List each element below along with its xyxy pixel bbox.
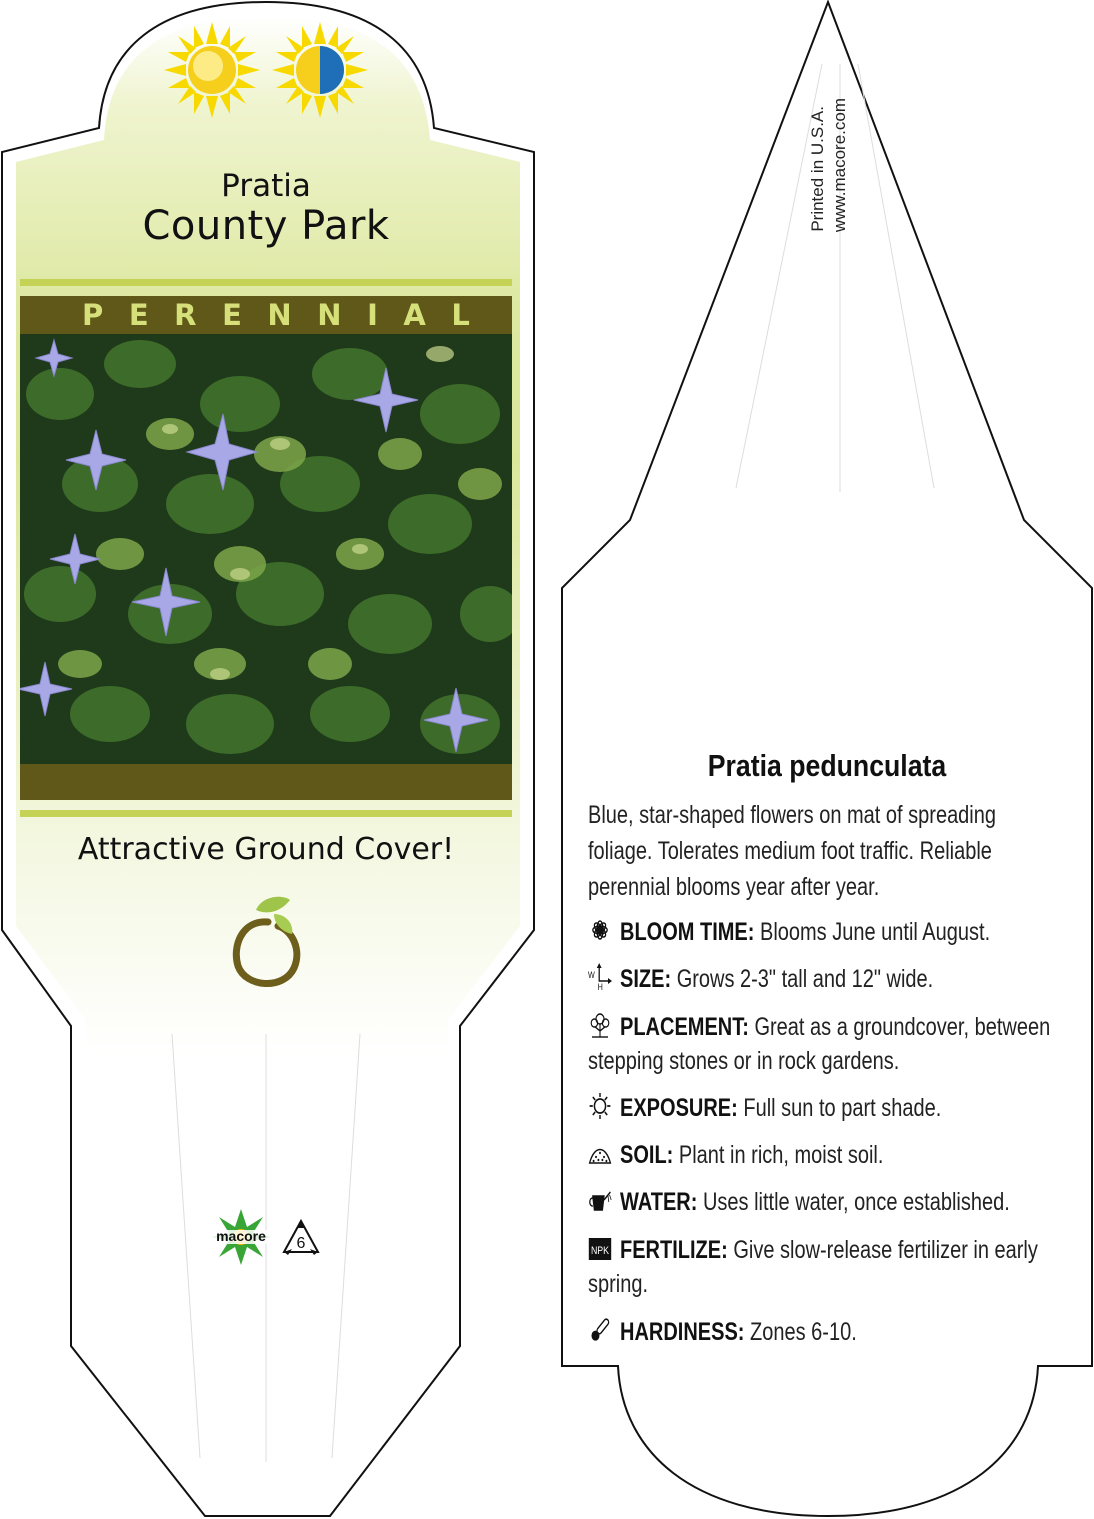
attr-hardiness (588, 1315, 1060, 1349)
category-letter: E (128, 298, 149, 332)
recycle-code: 6 (296, 1235, 306, 1252)
category-letter: P (82, 298, 104, 332)
attr-soil (588, 1138, 1060, 1172)
plant-genus: Pratia (221, 168, 311, 204)
category-letter: N (317, 298, 342, 332)
attr-value: Give slow-release fertilizer in early spring. (588, 1236, 1038, 1298)
attr-value: Grows 2-3" tall and 12" wide. (676, 965, 934, 993)
printed-info (808, 62, 868, 232)
macore-logo-text: macore (216, 1228, 266, 1244)
attr-fertilize (588, 1233, 1060, 1301)
size-icon-w: W (588, 970, 595, 981)
attr-water (588, 1185, 1060, 1219)
plant-cultivar: County Park (142, 203, 390, 249)
scientific-name: Pratia pedunculata (707, 748, 947, 783)
attr-value: Blooms June until August. (759, 918, 991, 946)
attr-label: HARDINESS: (620, 1318, 745, 1346)
attr-value: Plant in rich, moist soil. (678, 1141, 884, 1169)
npk-text: NPK (590, 1245, 610, 1258)
sun-outline-icon (588, 1092, 620, 1118)
attr-label: SOIL: (620, 1141, 674, 1169)
attr-value: Great as a groundcover, between stepping stones or in rock gardens. (588, 1013, 1051, 1075)
category-letter: E (222, 298, 242, 332)
thermometer-icon (588, 1316, 620, 1342)
placement-icon (588, 1011, 620, 1037)
attr-value: Uses little water, once established. (702, 1188, 1010, 1216)
flower-icon (588, 916, 620, 942)
category-letter: L (451, 298, 470, 332)
printed-in-text: Printed in U.S.A. (808, 106, 827, 232)
attr-bloom-time (588, 915, 1060, 949)
size-icon-h: H (597, 982, 603, 991)
attr-value: Full sun to part shade. (743, 1094, 942, 1122)
website-text: www.macore.com (830, 97, 849, 232)
category-letter: A (403, 298, 426, 332)
attr-value: Zones 6-10. (750, 1318, 857, 1346)
attr-label: BLOOM TIME: (620, 918, 755, 946)
category-letter: I (367, 298, 378, 332)
category-letter: R (174, 298, 197, 332)
category-letter: N (267, 298, 292, 332)
attr-label: EXPOSURE: (620, 1094, 738, 1122)
watering-can-icon (588, 1186, 620, 1212)
soil-icon (588, 1139, 620, 1165)
attr-size (588, 962, 1060, 996)
attr-label: PLACEMENT: (620, 1013, 749, 1041)
npk-icon (588, 1234, 620, 1260)
attr-label: FERTILIZE: (620, 1236, 728, 1264)
size-icon (588, 963, 620, 989)
plant-description: Blue, star-shaped flowers on mat of spreading foliage. Tolerates medium foot traffic. Reliable perennial blooms year after year. (588, 801, 996, 901)
attr-label: WATER: (620, 1188, 698, 1216)
attr-placement (588, 1010, 1060, 1078)
tagline: Attractive Ground Cover! (77, 832, 455, 867)
attr-label: SIZE: (620, 965, 672, 993)
attr-exposure (588, 1091, 1060, 1125)
